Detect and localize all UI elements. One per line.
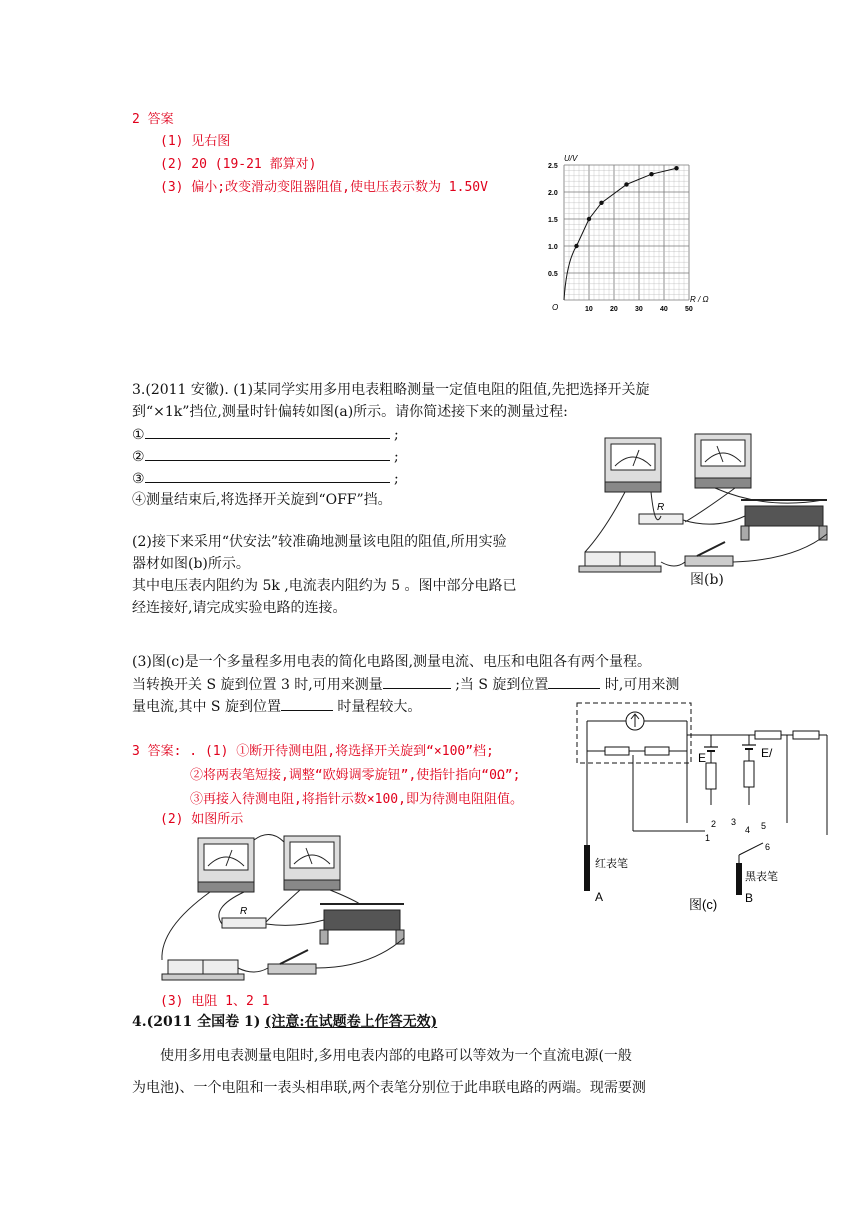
switch-icon — [685, 542, 733, 566]
y-axis-label: U/V — [564, 154, 578, 163]
answer-2-line-3: (3) 偏小;改变滑动变阻器阻值,使电压表示数为 1.50V — [160, 180, 488, 195]
battery-icon — [579, 552, 661, 572]
shunt-resistor-1 — [605, 747, 629, 755]
battery-icon — [162, 960, 244, 980]
answer-3-line-3: ③再接入待测电阻,将指针示数×100,即为待测电阻阻值。 — [190, 792, 523, 807]
origin-label: O — [552, 303, 559, 312]
y-tick-label: 2.0 — [548, 190, 558, 197]
figure-b-caption: 图(b) — [690, 572, 724, 588]
answer-2-line-2: (2) 20 (19-21 都算对) — [160, 157, 317, 172]
red-probe-icon — [584, 845, 590, 891]
q3-part3-2: 当转换开关 S 旋到位置 3 时,可用来测量 ;当 S 旋到位置 时,可用来测 — [132, 674, 679, 695]
fit-curve — [564, 168, 677, 300]
data-point — [574, 244, 578, 248]
step-2: ② ; — [132, 446, 399, 467]
q3-part2-4: 经连接好,请完成实验电路的连接。 — [132, 600, 347, 616]
q4-paragraph-1: 使用多用电表测量电阻时,多用电表内部的电路可以等效为一个直流电源(一般 — [160, 1048, 632, 1064]
x-tick-label: 20 — [610, 306, 618, 313]
rheostat-icon — [320, 904, 404, 944]
answer-apparatus-figure — [150, 828, 420, 988]
rheostat-icon — [741, 500, 827, 540]
voltmeter-icon — [284, 836, 340, 890]
y-tick-label: 0.5 — [548, 271, 558, 278]
data-point — [649, 172, 653, 176]
probe-A-label: A — [595, 890, 604, 904]
q3-intro-2: 到“×1k”挡位,测量时针偏转如图(a)所示。请你简述接下来的测量过程: — [132, 404, 568, 420]
answer-2-title: 2 答案 — [132, 112, 174, 127]
resistor-icon — [222, 906, 266, 928]
q3-part2-3: 其中电压表内阻约为 5k ,电流表内阻约为 5 。图中部分电路已 — [132, 578, 517, 594]
probe-B-label: B — [745, 891, 754, 905]
black-probe-icon — [736, 863, 742, 895]
q3-part2-2: 器材如图(b)所示。 — [132, 556, 250, 572]
svg-text:R: R — [240, 906, 248, 917]
shunt-resistor-2 — [645, 747, 669, 755]
label-E2: E/ — [761, 746, 773, 760]
data-point — [674, 166, 678, 170]
label-E: E — [698, 751, 707, 765]
pos-6: 6 — [765, 842, 771, 852]
pos-4: 4 — [745, 825, 751, 835]
series-resistor-1 — [755, 731, 781, 739]
q4-paragraph-2: 为电池)、一个电阻和一表头相串联,两个表笔分别位于此串联电路的两端。现需要测 — [132, 1080, 646, 1096]
u-r-chart — [540, 150, 710, 320]
step-3: ③ ; — [132, 468, 399, 489]
switch-icon — [268, 950, 316, 974]
data-point — [587, 217, 591, 221]
data-point — [624, 182, 628, 186]
answer-3-title: 3 答案: . (1) ①断开待测电阻,将选择开关旋到“×100”档; — [132, 744, 494, 759]
y-tick-label: 1.0 — [548, 244, 558, 251]
ammeter-icon — [198, 838, 254, 892]
q3-part3-1: (3)图(c)是一个多量程多用电表的简化电路图,测量电流、电压和电阻各有两个量程。 — [132, 654, 652, 670]
x-tick-label: 30 — [635, 306, 643, 313]
y-tick-label: 2.5 — [548, 163, 558, 170]
answer-3-line-4: (2) 如图所示 — [160, 812, 244, 827]
answer-3-line-5: (3) 电阻 1、2 1 — [160, 994, 270, 1009]
red-probe-label: 红表笔 — [595, 858, 628, 870]
x-tick-label: 40 — [660, 306, 668, 313]
pos-1: 1 — [705, 833, 711, 843]
pos-2: 2 — [711, 819, 717, 829]
answer-3-line-2: ②将两表笔短接,调整“欧姆调零旋钮”,使指针指向“0Ω”; — [190, 768, 521, 783]
data-point — [599, 201, 603, 205]
series-resistor-2 — [793, 731, 819, 739]
step-4: ④测量结束后,将选择开关旋到“OFF”挡。 — [132, 492, 392, 508]
svg-text:R: R — [657, 502, 665, 513]
q3-part2-1: (2)接下来采用“伏安法”较准确地测量该电阻的阻值,所用实验 — [132, 534, 507, 550]
x-tick-label: 50 — [685, 306, 693, 313]
x-axis-label: R / Ω — [690, 295, 709, 304]
q4-header: 4.(2011 全国卷 1) (注意:在试题卷上作答无效) — [132, 1014, 438, 1030]
figure-c-caption: 图(c) — [689, 897, 718, 912]
step-1: ① ; — [132, 424, 399, 445]
voltmeter-icon — [695, 434, 751, 488]
ammeter-icon — [605, 438, 661, 492]
q3-intro-1: 3.(2011 安徽). (1)某同学实用多用电表粗略测量一定值电阻的阻值,先把选择开关旋 — [132, 382, 650, 398]
x-tick-label: 10 — [585, 306, 593, 313]
y-tick-label: 1.5 — [548, 217, 558, 224]
apparatus-figure-b — [565, 430, 850, 590]
pos-3: 3 — [731, 817, 737, 827]
pos-5: 5 — [761, 821, 767, 831]
resistor-icon — [639, 502, 683, 524]
answer-2-line-1: (1) 见右图 — [160, 134, 231, 149]
q3-part3-3: 量电流,其中 S 旋到位置 时量程较大。 — [132, 696, 421, 717]
circuit-figure-c — [565, 695, 840, 915]
black-probe-label: 黑表笔 — [745, 871, 778, 883]
rotary-switch — [739, 843, 763, 855]
